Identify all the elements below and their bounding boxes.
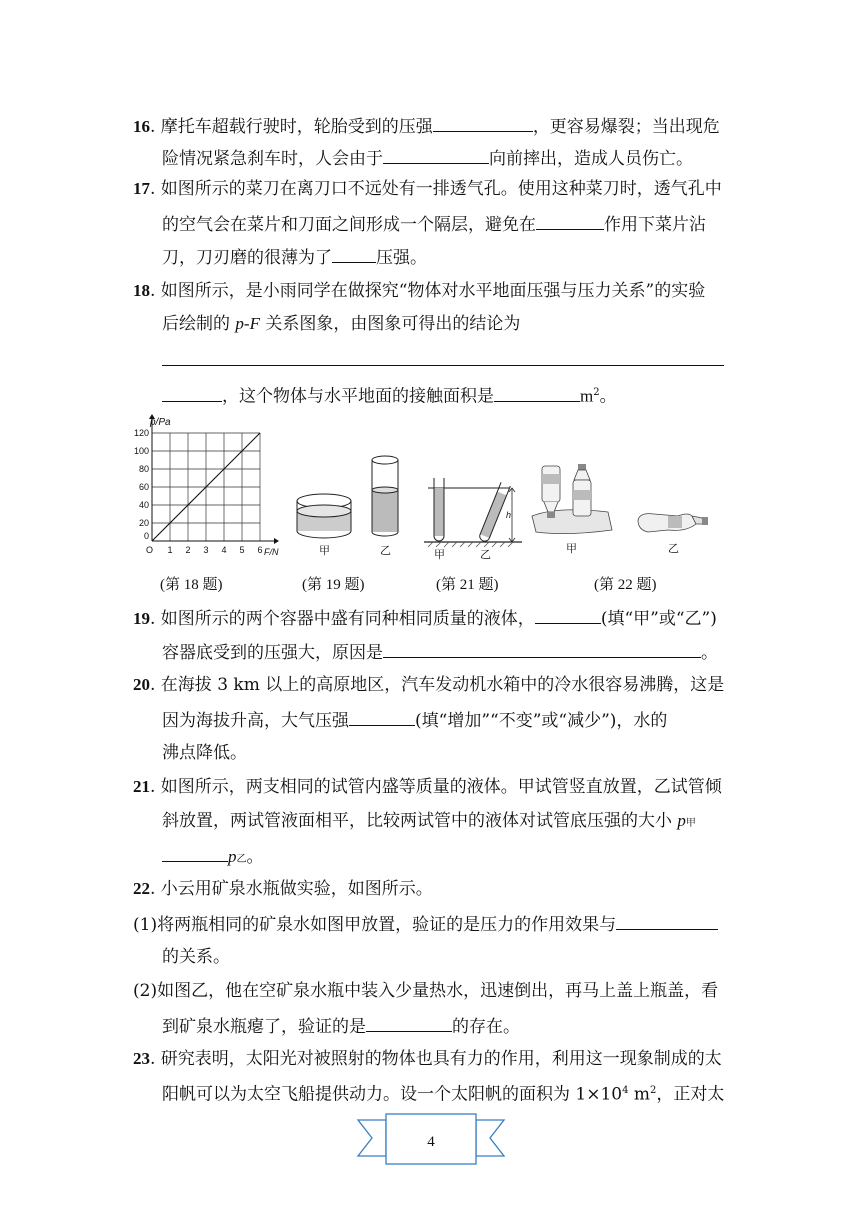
q20-blank[interactable] (349, 708, 415, 726)
q18-line1: 18. 如图所示，是小雨同学在做探究“物体对水平地面压强与压力关系”的实验 (133, 281, 706, 301)
y-tick-label: 60 (138, 482, 149, 492)
container-yi (372, 456, 398, 536)
q22-sub2-line2: 到矿泉水瓶瘪了，验证的是 的存在。 (162, 1014, 520, 1038)
q16-blank-2[interactable] (383, 146, 489, 164)
y-tick-label: 100 (133, 446, 149, 456)
q23-line1: 23. 研究表明，太阳光对被照射的物体也具有力的作用，利用这一现象制成的太 (133, 1049, 722, 1069)
q16-line1: 16. 摩托车超载行驶时，轮胎受到的压强 ，更容易爆裂；当出现危 (133, 114, 720, 138)
q20-line2: 因为海拔升高，大气压强 (填“增加”“不变”或“减少”)，水的 (162, 708, 667, 732)
q20-line1: 20. 在海拔 3 km 以上的高原地区，汽车发动机水箱中的冷水很容易沸腾，这是 (133, 675, 725, 695)
label-yi-22: 乙 (668, 543, 679, 555)
q18-line2: 后绘制的 p-F 关系图象，由图象可得出的结论为 (162, 314, 521, 334)
x-tick-label: 1 (167, 545, 173, 555)
q22-line1: 22. 小云用矿泉水瓶做实验，如图所示。 (133, 879, 433, 899)
q22-sub1-line1: (1)将两瓶相同的矿泉水如图甲放置，验证的是压力的作用效果与 (133, 912, 718, 936)
q23-line2: 阳帆可以为太空飞船提供动力。设一个太阳帆的面积为 $1\times 10^4$ $m^2$，正对太 (162, 1084, 725, 1105)
bottle-upright (573, 464, 591, 516)
x-tick-label: 4 (221, 545, 227, 555)
q18-blank-1[interactable] (162, 384, 222, 402)
q17-line1: 17. 如图所示的菜刀在离刀口不远处有一排透气孔。使用这种菜刀时，透气孔中 (133, 179, 722, 199)
q22-blank-1[interactable] (616, 912, 718, 930)
label-jia-21: 甲 (434, 549, 445, 560)
q19-blank-1[interactable] (535, 606, 601, 624)
q17-line3: 刀，刀刃磨的很薄为了 压强。 (162, 245, 427, 269)
q21-blank[interactable] (162, 844, 228, 862)
pf-chart (126, 412, 288, 562)
q21-line2: 斜放置，两试管液面相平，比较两试管中的液体对试管底压强的大小 p甲 (162, 811, 696, 831)
page-number-ribbon (356, 1110, 506, 1172)
q20-line3: 沸点降低。 (162, 743, 247, 763)
q22-sub2-line1: (2)如图乙，他在空矿泉水瓶中装入少量热水，迅速倒出，再马上盖上瓶盖，看 (133, 981, 719, 1001)
caption-fig-22: (第 22 题) (594, 577, 657, 593)
origin-label: O (146, 545, 154, 555)
q18-line3: ，这个物体与水平地面的接触面积是 $m^2$。 (162, 382, 617, 408)
q17-line2: 的空气会在菜片和刀面之间形成一个隔层，避免在 作用下菜片沾 (162, 212, 706, 236)
origin-zero-label: 0 (143, 531, 149, 541)
label-yi-21: 乙 (480, 549, 491, 560)
container-jia (297, 494, 351, 538)
caption-fig-19: (第 19 题) (302, 577, 365, 593)
y-tick-label: 20 (138, 518, 149, 528)
q18-blank-2[interactable] (494, 384, 580, 402)
figure-22 (528, 460, 718, 560)
label-yi-19: 乙 (380, 545, 391, 557)
q22-sub1-line2: 的关系。 (162, 947, 230, 967)
y-tick-label: 120 (133, 428, 149, 438)
x-tick-label: 5 (239, 545, 245, 555)
q16-blank-1[interactable] (433, 114, 533, 132)
caption-fig-21: (第 21 题) (436, 577, 499, 593)
q17-blank-2[interactable] (332, 245, 376, 263)
q17-blank-1[interactable] (536, 212, 604, 230)
label-jia-19: 甲 (319, 545, 330, 557)
x-axis-label: F/N (264, 547, 279, 557)
page-number: 4 (427, 1134, 435, 1150)
figure-21 (424, 478, 524, 560)
q18-answer-line[interactable] (162, 365, 724, 366)
figure-19 (294, 455, 410, 560)
bottle-crushed (638, 514, 708, 532)
q19-line2: 容器底受到的压强大，原因是 。 (162, 640, 718, 664)
x-tick-label: 3 (203, 545, 209, 555)
q19-blank-2[interactable] (383, 640, 701, 658)
y-tick-label: 40 (138, 500, 149, 510)
caption-fig-18: (第 18 题) (160, 577, 223, 593)
x-axis-arrow (274, 538, 279, 544)
q16-line2: 险情况紧急刹车时，人会由于 向前摔出，造成人员伤亡。 (162, 146, 693, 170)
x-tick-label: 2 (185, 545, 191, 555)
label-jia-22: 甲 (566, 543, 577, 555)
label-h: h (506, 510, 512, 520)
y-tick-label: 80 (138, 464, 149, 474)
q22-blank-2[interactable] (366, 1014, 452, 1032)
y-axis-label: p/Pa (150, 417, 171, 428)
x-tick-label: 6 (257, 545, 263, 555)
q21-line1: 21. 如图所示，两支相同的试管内盛等质量的液体。甲试管竖直放置，乙试管倾 (133, 777, 722, 797)
q21-line3: p乙。 (162, 844, 264, 871)
tube-jia (434, 478, 444, 541)
q19-line1: 19. 如图所示的两个容器中盛有同种相同质量的液体， (填“甲”或“乙”) (133, 606, 717, 630)
sponge-jia (532, 510, 612, 534)
